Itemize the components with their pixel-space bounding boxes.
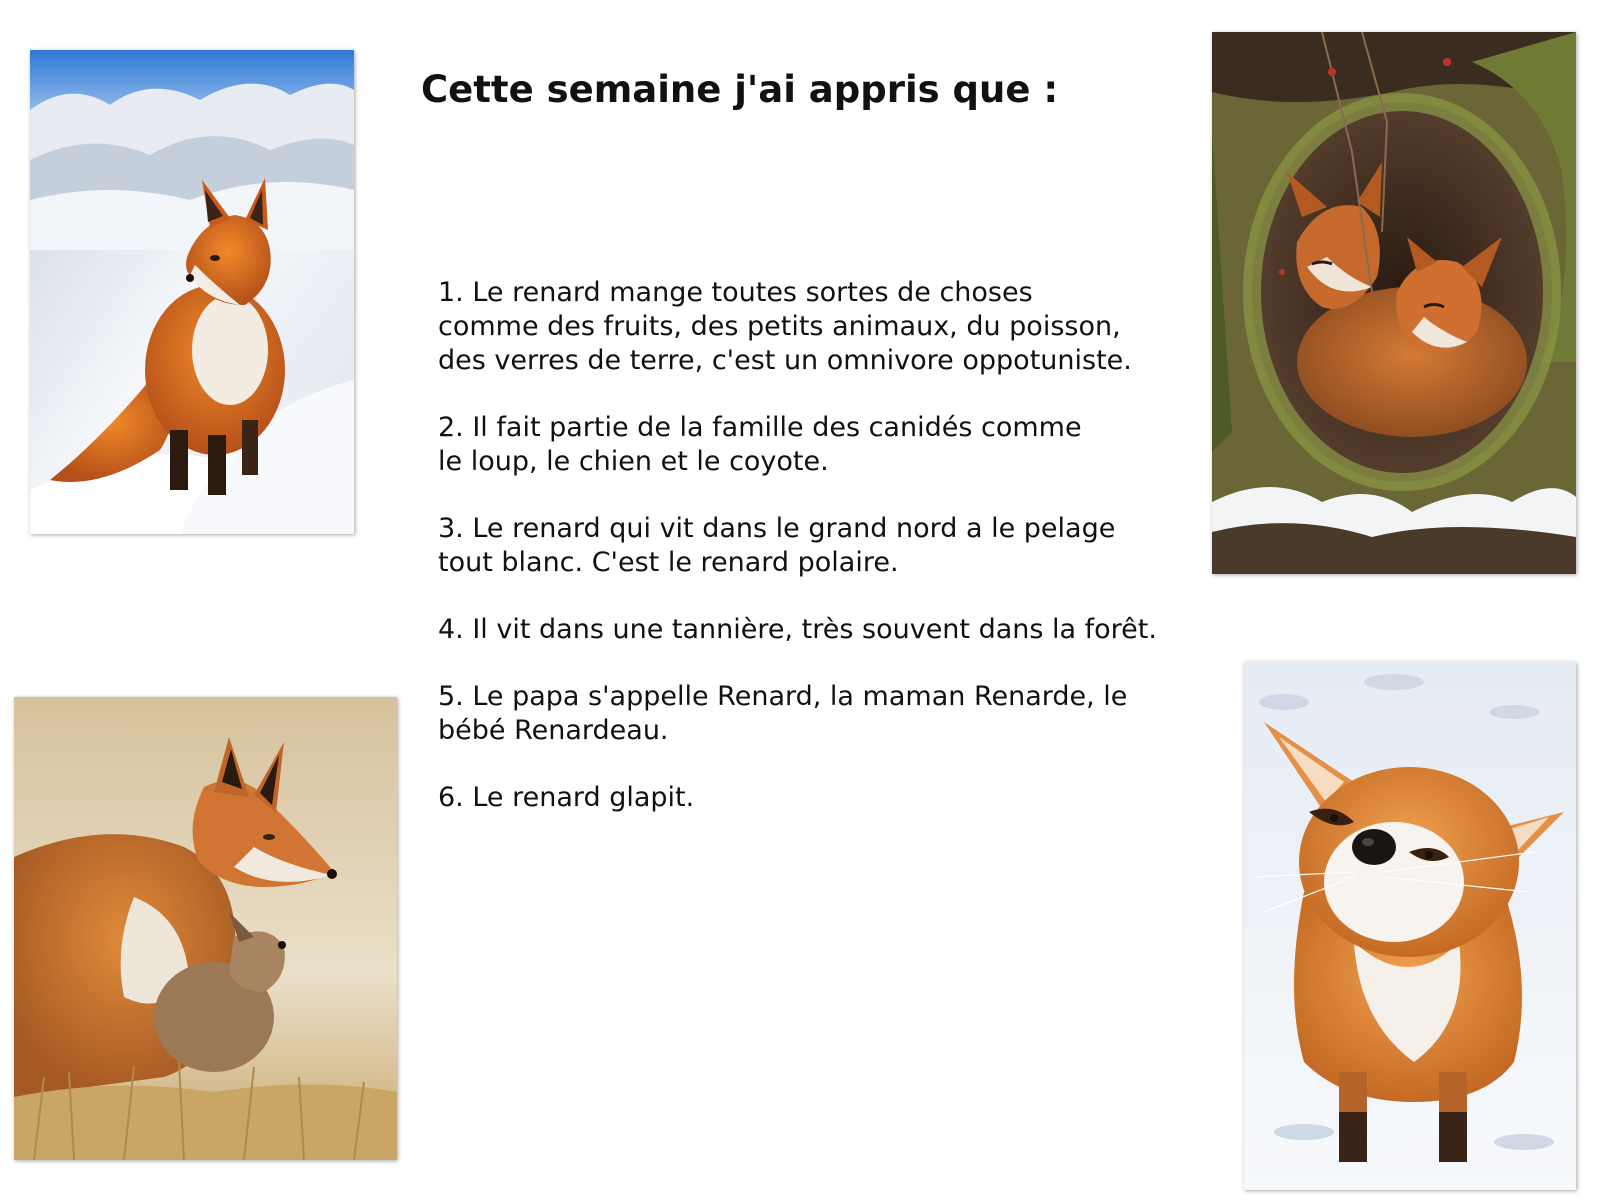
fact-line: 6. Le renard glapit. [438, 782, 695, 813]
fact-item [438, 276, 1198, 378]
fact-line: 3. Le renard qui vit dans le grand nord a le pelage [438, 513, 1116, 544]
facts-list [438, 276, 1198, 848]
fact-line: le loup, le chien et le coyote. [438, 446, 829, 477]
fact-line: tout blanc. C'est le renard polaire. [438, 547, 899, 578]
curious-fox-photo [1244, 662, 1576, 1190]
fact-item [438, 512, 1198, 580]
fact-line: des verres de terre, c'est un omnivore oppotuniste. [438, 345, 1132, 376]
fact-item [438, 781, 1198, 815]
fact-line: 4. Il vit dans une tannière, très souvent dans la forêt. [438, 614, 1157, 645]
fact-item [438, 411, 1198, 479]
fox-in-snow-photo [30, 50, 354, 534]
foxes-in-den-photo [1212, 32, 1576, 574]
fox-with-kit-photo [14, 697, 397, 1160]
fact-line: 1. Le renard mange toutes sortes de choses [438, 277, 1033, 308]
page-title: Cette semaine j'ai appris que : [421, 68, 1059, 111]
fact-item [438, 680, 1198, 748]
fact-line: bébé Renardeau. [438, 715, 669, 746]
fact-line: 2. Il fait partie de la famille des canidés comme [438, 412, 1082, 443]
fact-item [438, 613, 1198, 647]
fact-line: 5. Le papa s'appelle Renard, la maman Renarde, le [438, 681, 1128, 712]
fact-line: comme des fruits, des petits animaux, du poisson, [438, 311, 1121, 342]
